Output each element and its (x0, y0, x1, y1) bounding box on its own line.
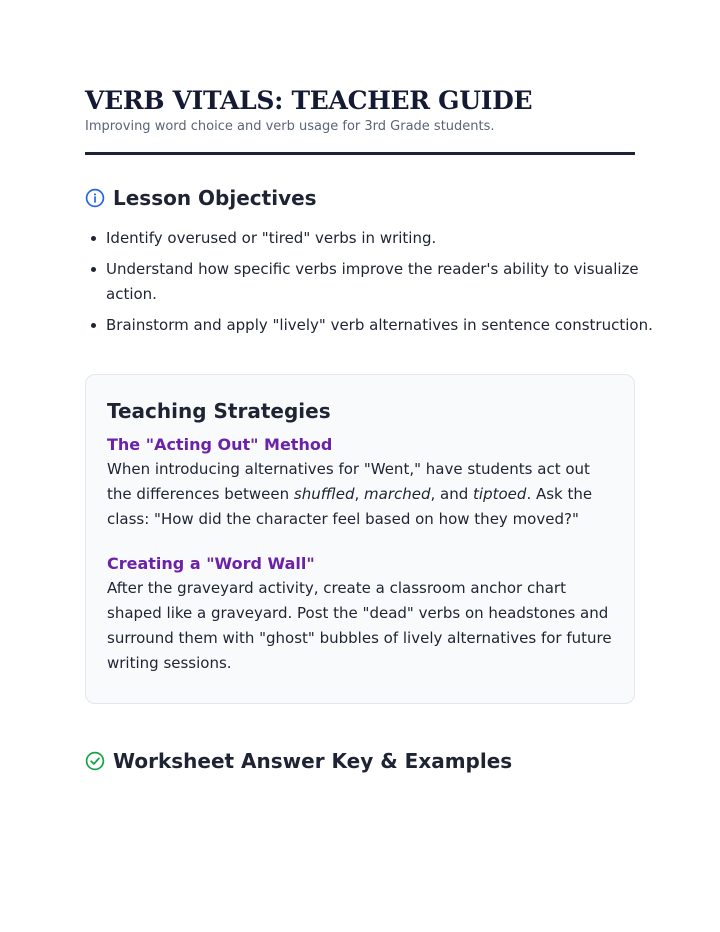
teaching-strategies-card (85, 374, 635, 704)
answer-key-title: Worksheet Answer Key & Examples (113, 749, 513, 773)
strategy-text: , (354, 485, 365, 503)
strategy-title: The "Acting Out" Method (107, 435, 333, 454)
strategy-text: , and (430, 485, 474, 503)
list-item: Identify overused or "tired" verbs in writing. (106, 226, 656, 251)
page-subtitle: Improving word choice and verb usage for 3rd Grade students. (85, 119, 495, 134)
example-verb: tiptoed (473, 485, 527, 503)
header-divider (85, 152, 635, 155)
info-icon (85, 188, 105, 208)
strategy-description (107, 457, 613, 532)
list-item: Brainstorm and apply "lively" verb alternatives in sentence construction. (106, 313, 656, 338)
objectives-list (85, 226, 656, 344)
objectives-heading (85, 184, 317, 212)
strategy-text: . Ask the class: "How did the character feel based on how they moved?" (107, 485, 593, 528)
strategy-title: Creating a "Word Wall" (107, 554, 315, 573)
objectives-title: Lesson Objectives (113, 186, 317, 210)
page-title: VERB VITALS: TEACHER GUIDE (85, 86, 533, 115)
example-verb: shuffled (293, 485, 355, 503)
guide-header (85, 84, 635, 136)
strategy-text: When introducing alternatives for "Went," have students act out the differences between (107, 460, 590, 503)
example-verb: marched (364, 485, 431, 503)
strategy-description: After the graveyard activity, create a classroom anchor chart shaped like a graveyard. Post the "dead" verbs on headstones and surround them with "ghost" bubbles of lively alternatives for future writing sessions. (107, 579, 612, 672)
strategies-title: Teaching Strategies (107, 399, 331, 423)
check-circle-icon (85, 751, 105, 771)
strategy-word-wall (107, 552, 613, 676)
strategy-acting-out (107, 433, 613, 532)
list-item: Understand how specific verbs improve the reader's ability to visualize action. (106, 257, 656, 307)
answer-key-heading (85, 747, 512, 775)
